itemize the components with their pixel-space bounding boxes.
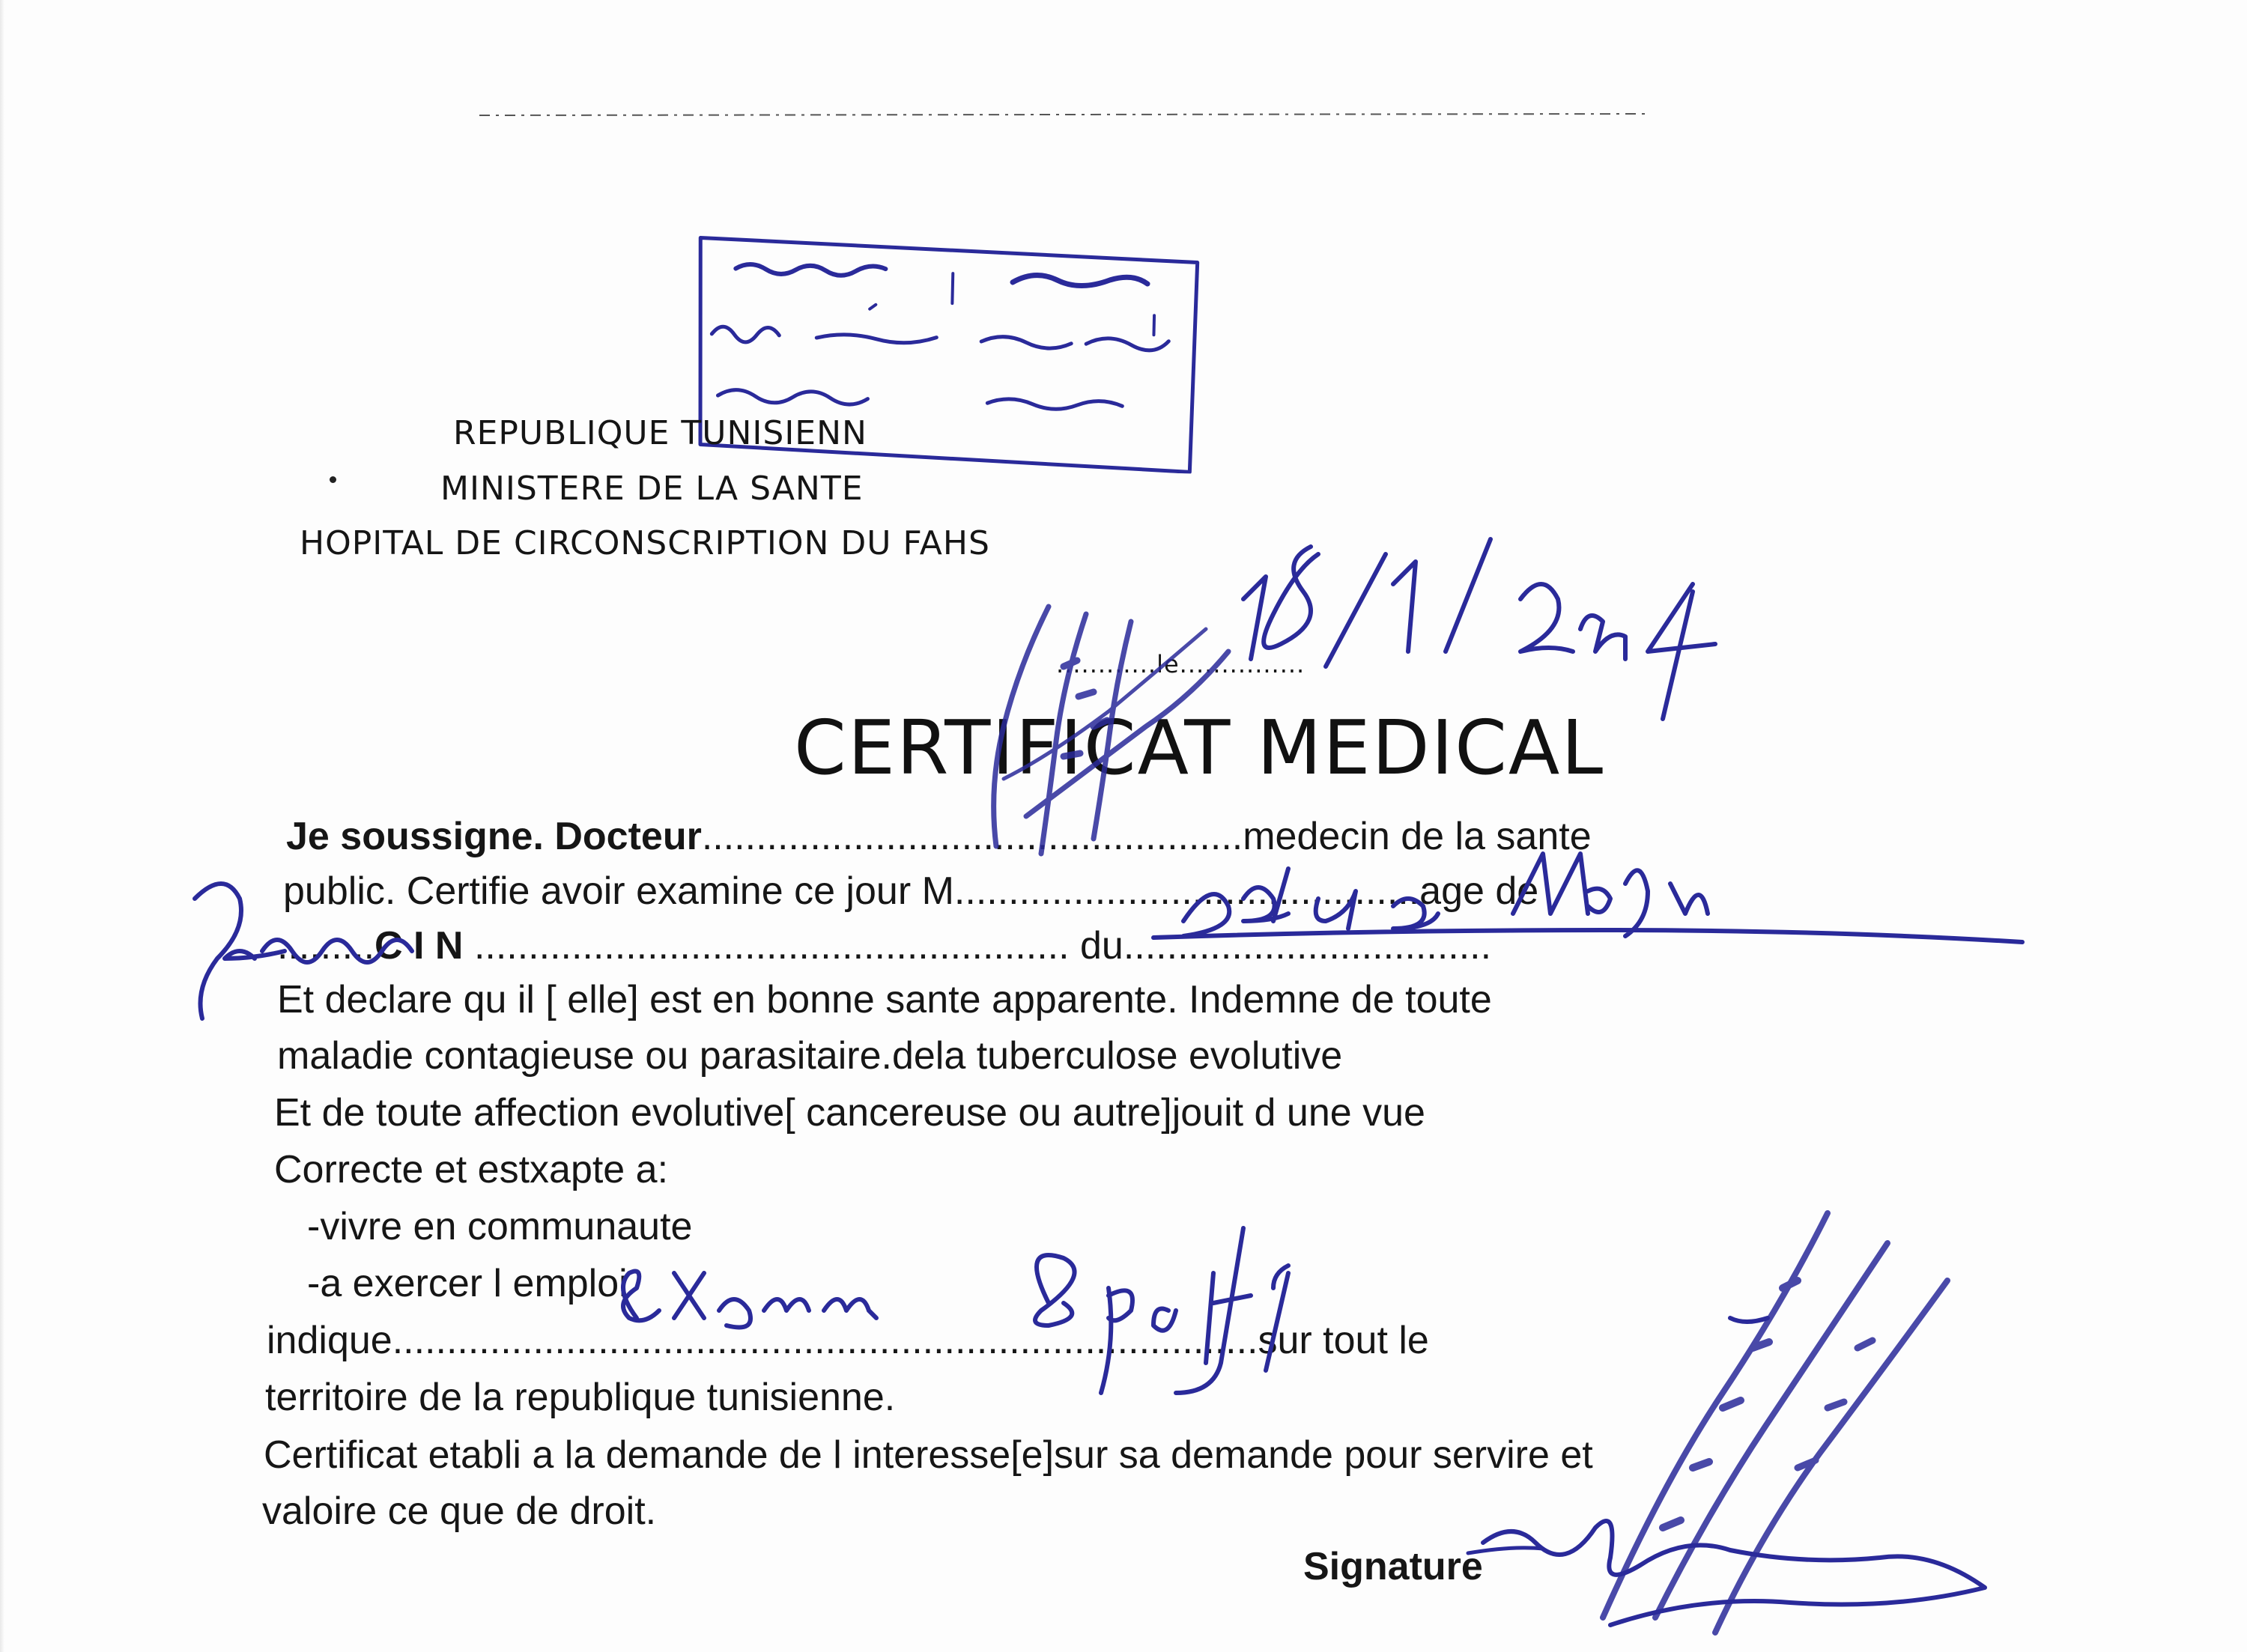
- body-line-cin: [277, 923, 1491, 968]
- header-country: REPUBLIQUE TUNISIENN: [453, 414, 867, 452]
- date-dots-before: ............: [1056, 650, 1157, 678]
- body-line-territory: territoire de la republique tunisienne.: [265, 1376, 896, 1419]
- cin-dots: .......................................................: [473, 924, 1070, 968]
- page-edge-shadow: [0, 0, 4, 1652]
- date-label: le: [1156, 650, 1180, 678]
- body-line-law: valoire ce que de droit.: [262, 1489, 657, 1533]
- doctor-round-stamp-bottom: [1513, 1198, 2022, 1648]
- bullet-mark: [330, 476, 336, 483]
- age-label: age de: [1419, 869, 1539, 913]
- header-hospital: HOPITAL DE CIRCONSCRIPTION DU FAHS: [300, 524, 990, 562]
- body-line-indicated: [267, 1318, 1429, 1363]
- body-line-declare: Et declare qu il [ elle] est en bonne sante apparente. Indemne de toute: [277, 978, 1492, 1021]
- doctor-round-stamp-top: [936, 592, 1273, 861]
- body-line-apt: Correcte et estxapte a:: [274, 1148, 669, 1191]
- territory-label: sur tout le: [1258, 1319, 1429, 1362]
- signature-label: Signature: [1303, 1545, 1483, 1588]
- header-ministry: MINISTERE DE LA SANTE: [440, 470, 864, 508]
- body-line-affection: Et de toute affection evolutive[ cancereuse ou autre]jouit d une vue: [274, 1091, 1425, 1135]
- body-line-patient: [283, 869, 1538, 914]
- indicated-dots: ................................................................................: [392, 1319, 1258, 1362]
- cin-date-dots: ..................................: [1123, 924, 1492, 968]
- doctor-dots: ..................................................: [701, 815, 1243, 858]
- document-title: CERTIFICAT MEDICAL: [794, 704, 1605, 792]
- handwritten-date: [1243, 539, 1715, 719]
- age-dots: .........: [277, 924, 375, 968]
- cin-date-label: du: [1080, 924, 1124, 968]
- handwritten-purpose: [623, 1228, 1288, 1393]
- body-line-request: Certificat etabli a la demande de l interesse[e]sur sa demande pour servire et: [264, 1433, 1593, 1477]
- patient-label: public. Certifie avoir examine ce jour M: [283, 869, 954, 913]
- cin-label: C I N: [374, 924, 464, 968]
- doctor-label: Je soussigne. Docteur: [286, 815, 702, 858]
- top-dotted-rule: [479, 111, 1648, 118]
- doctor-role: medecin de la sante: [1243, 815, 1592, 858]
- body-line-community: -vivre en communaute: [307, 1205, 693, 1248]
- indicated-label: indique: [267, 1319, 392, 1362]
- date-dots-after: ...............: [1179, 650, 1306, 678]
- body-line-employment: -a exercer l emploi: [307, 1262, 628, 1305]
- body-line-disease: maladie contagieuse ou parasitaire.dela tuberculose evolutive: [277, 1034, 1343, 1078]
- patient-dots: ...........................................: [953, 869, 1420, 913]
